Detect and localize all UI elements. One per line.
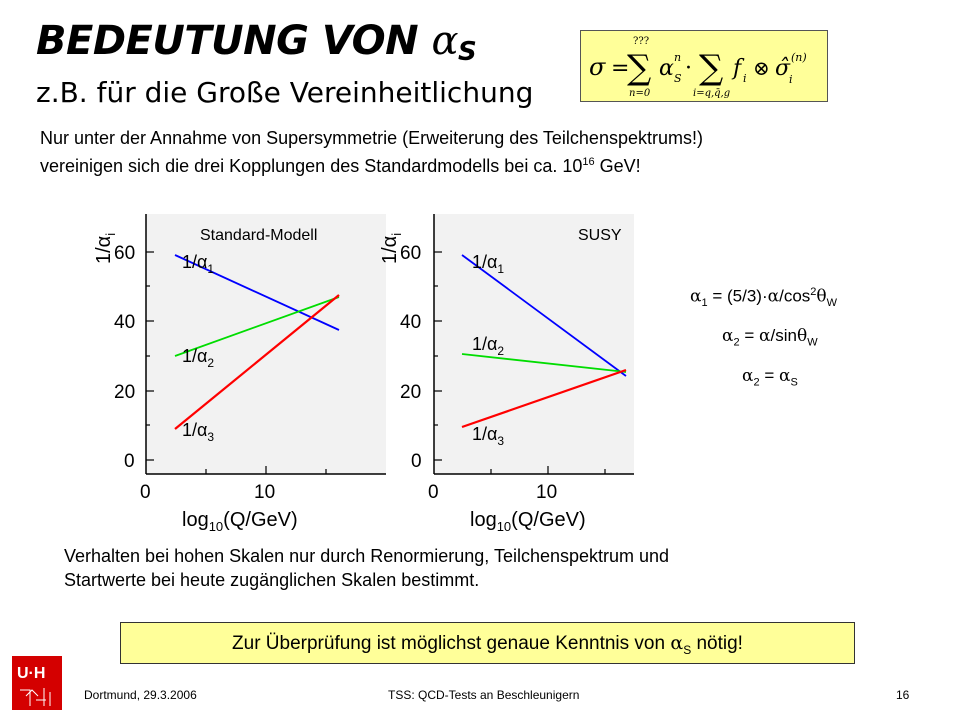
intro-exponent: 16: [582, 156, 595, 168]
formula-sum-upper: ???: [633, 36, 650, 47]
plot-right-x-label: $\log_{10}(Q/GeV)$: [470, 509, 586, 534]
plot-left-y-label: $1/\alpha_i$: [93, 232, 118, 264]
relation-alpha2-sin: $\alpha_2 = \alpha/\sin\theta_W$: [722, 326, 818, 349]
formula-alpha-sup: n: [674, 51, 682, 64]
plot-left-label-alpha3: $1/\alpha_3$: [182, 420, 215, 444]
plot-standard-model: [93, 214, 386, 534]
formula: [581, 31, 829, 103]
plot-right-xtick-10: 10: [536, 482, 558, 503]
formula-box: [580, 30, 828, 102]
intro-line-2: [40, 150, 920, 178]
behavior-line-2: Startwerte bei heute zugänglichen Skalen bestimmt.: [64, 570, 480, 590]
plot-left-ytick-0: 0: [124, 451, 135, 472]
title-alpha: α: [431, 18, 459, 64]
plot-left-xtick-10: 10: [254, 482, 276, 503]
plot-left-x-label: $\log_{10}(Q/GeV)$: [182, 509, 298, 534]
page-title: [36, 18, 477, 67]
formula-f: f: [733, 56, 742, 81]
relation-alpha-s: $\alpha_2 = \alpha_S$: [742, 366, 798, 389]
behavior-line-1: Verhalten bei hohen Skalen nur durch Renormierung, Teilchenspektrum und: [64, 546, 670, 566]
formula-sum-lower: n=0: [629, 88, 651, 99]
formula-alpha-sub: S: [674, 72, 682, 85]
relation-alpha1: $\alpha_1 = (5/3)\cdot\alpha/\cos^2\theta_W$: [690, 286, 838, 310]
formula-sum2-lower: i=q,q̄,g: [693, 88, 731, 99]
plot-right-ytick-0: 0: [411, 451, 422, 472]
formula-otimes: ⊗: [753, 56, 770, 80]
plot-left-ytick-60: 60: [114, 243, 136, 264]
intro-line-2-b: GeV!: [594, 156, 641, 176]
plot-left-xtick-0: 0: [140, 482, 151, 503]
formula-equals: =: [611, 56, 630, 81]
formula-sigma-hat: σ̂: [775, 56, 791, 81]
plot-right-background: [434, 214, 634, 474]
logo-icon: [12, 656, 62, 710]
intro-line-2-a: vereinigen sich die drei Kopplungen des Standardmodells bei ca. 10: [40, 156, 583, 176]
formula-sigma-hat-sup: (n): [791, 51, 807, 64]
note-text-b: nötig!: [691, 633, 743, 654]
plot-right-label-alpha1: $1/\alpha_1$: [472, 252, 505, 276]
plot-left-label-alpha2: $1/\alpha_2$: [182, 346, 215, 370]
plot-right-ytick-20: 20: [400, 382, 422, 403]
formula-f-sub: i: [743, 72, 747, 85]
intro-text: [40, 126, 920, 178]
subtitle: z.B. für die Große Vereinheitlichung: [36, 76, 534, 109]
footer-date: Dortmund, 29.3.2006: [84, 688, 197, 702]
plot-right-xtick-0: 0: [428, 482, 439, 503]
svg-text:U·H: U·H: [17, 665, 46, 682]
formula-sigma: σ: [589, 53, 606, 81]
formula-alpha: α: [659, 56, 674, 81]
behavior-text: [64, 544, 864, 592]
formula-dot: ·: [685, 56, 692, 81]
formula-sum-sign: ∑: [627, 48, 652, 88]
plot-right-y-label: $1/\alpha_i$: [379, 232, 404, 264]
plot-left-ytick-40: 40: [114, 312, 136, 333]
plot-right-ytick-40: 40: [400, 312, 422, 333]
plot-right-ytick-60: 60: [400, 243, 422, 264]
intro-line-1: Nur unter der Annahme von Supersymmetrie (Erweiterung des Teilchenspektrums!): [40, 128, 703, 148]
formula-sigma-hat-sub: i: [789, 73, 793, 86]
university-logo: [12, 656, 62, 710]
title-text: BEDEUTUNG VON: [36, 18, 419, 64]
title-subscript: S: [458, 37, 477, 67]
plot-right-label-alpha3: $1/\alpha_3$: [472, 424, 505, 448]
note-sub: S: [683, 642, 692, 657]
plot-right-label-alpha2: $1/\alpha_2$: [472, 334, 505, 358]
plot-left-label-alpha1: $1/\alpha_1$: [182, 252, 215, 276]
footer-title: TSS: QCD-Tests an Beschleunigern: [388, 688, 580, 702]
formula-sum2-sign: ∑: [699, 48, 724, 88]
plot-left-title: Standard-Modell: [200, 227, 318, 244]
plot-left-ytick-20: 20: [114, 382, 136, 403]
footer-page-number: 16: [896, 688, 910, 702]
coupling-relations: [680, 286, 900, 406]
note-text-a: Zur Überprüfung ist möglichst genaue Kenntnis von: [232, 633, 671, 654]
note-box: [120, 622, 855, 664]
coupling-plots: [84, 204, 664, 534]
note-alpha: α: [670, 632, 684, 654]
plot-right-title: SUSY: [578, 227, 622, 244]
plot-susy: [379, 214, 634, 534]
